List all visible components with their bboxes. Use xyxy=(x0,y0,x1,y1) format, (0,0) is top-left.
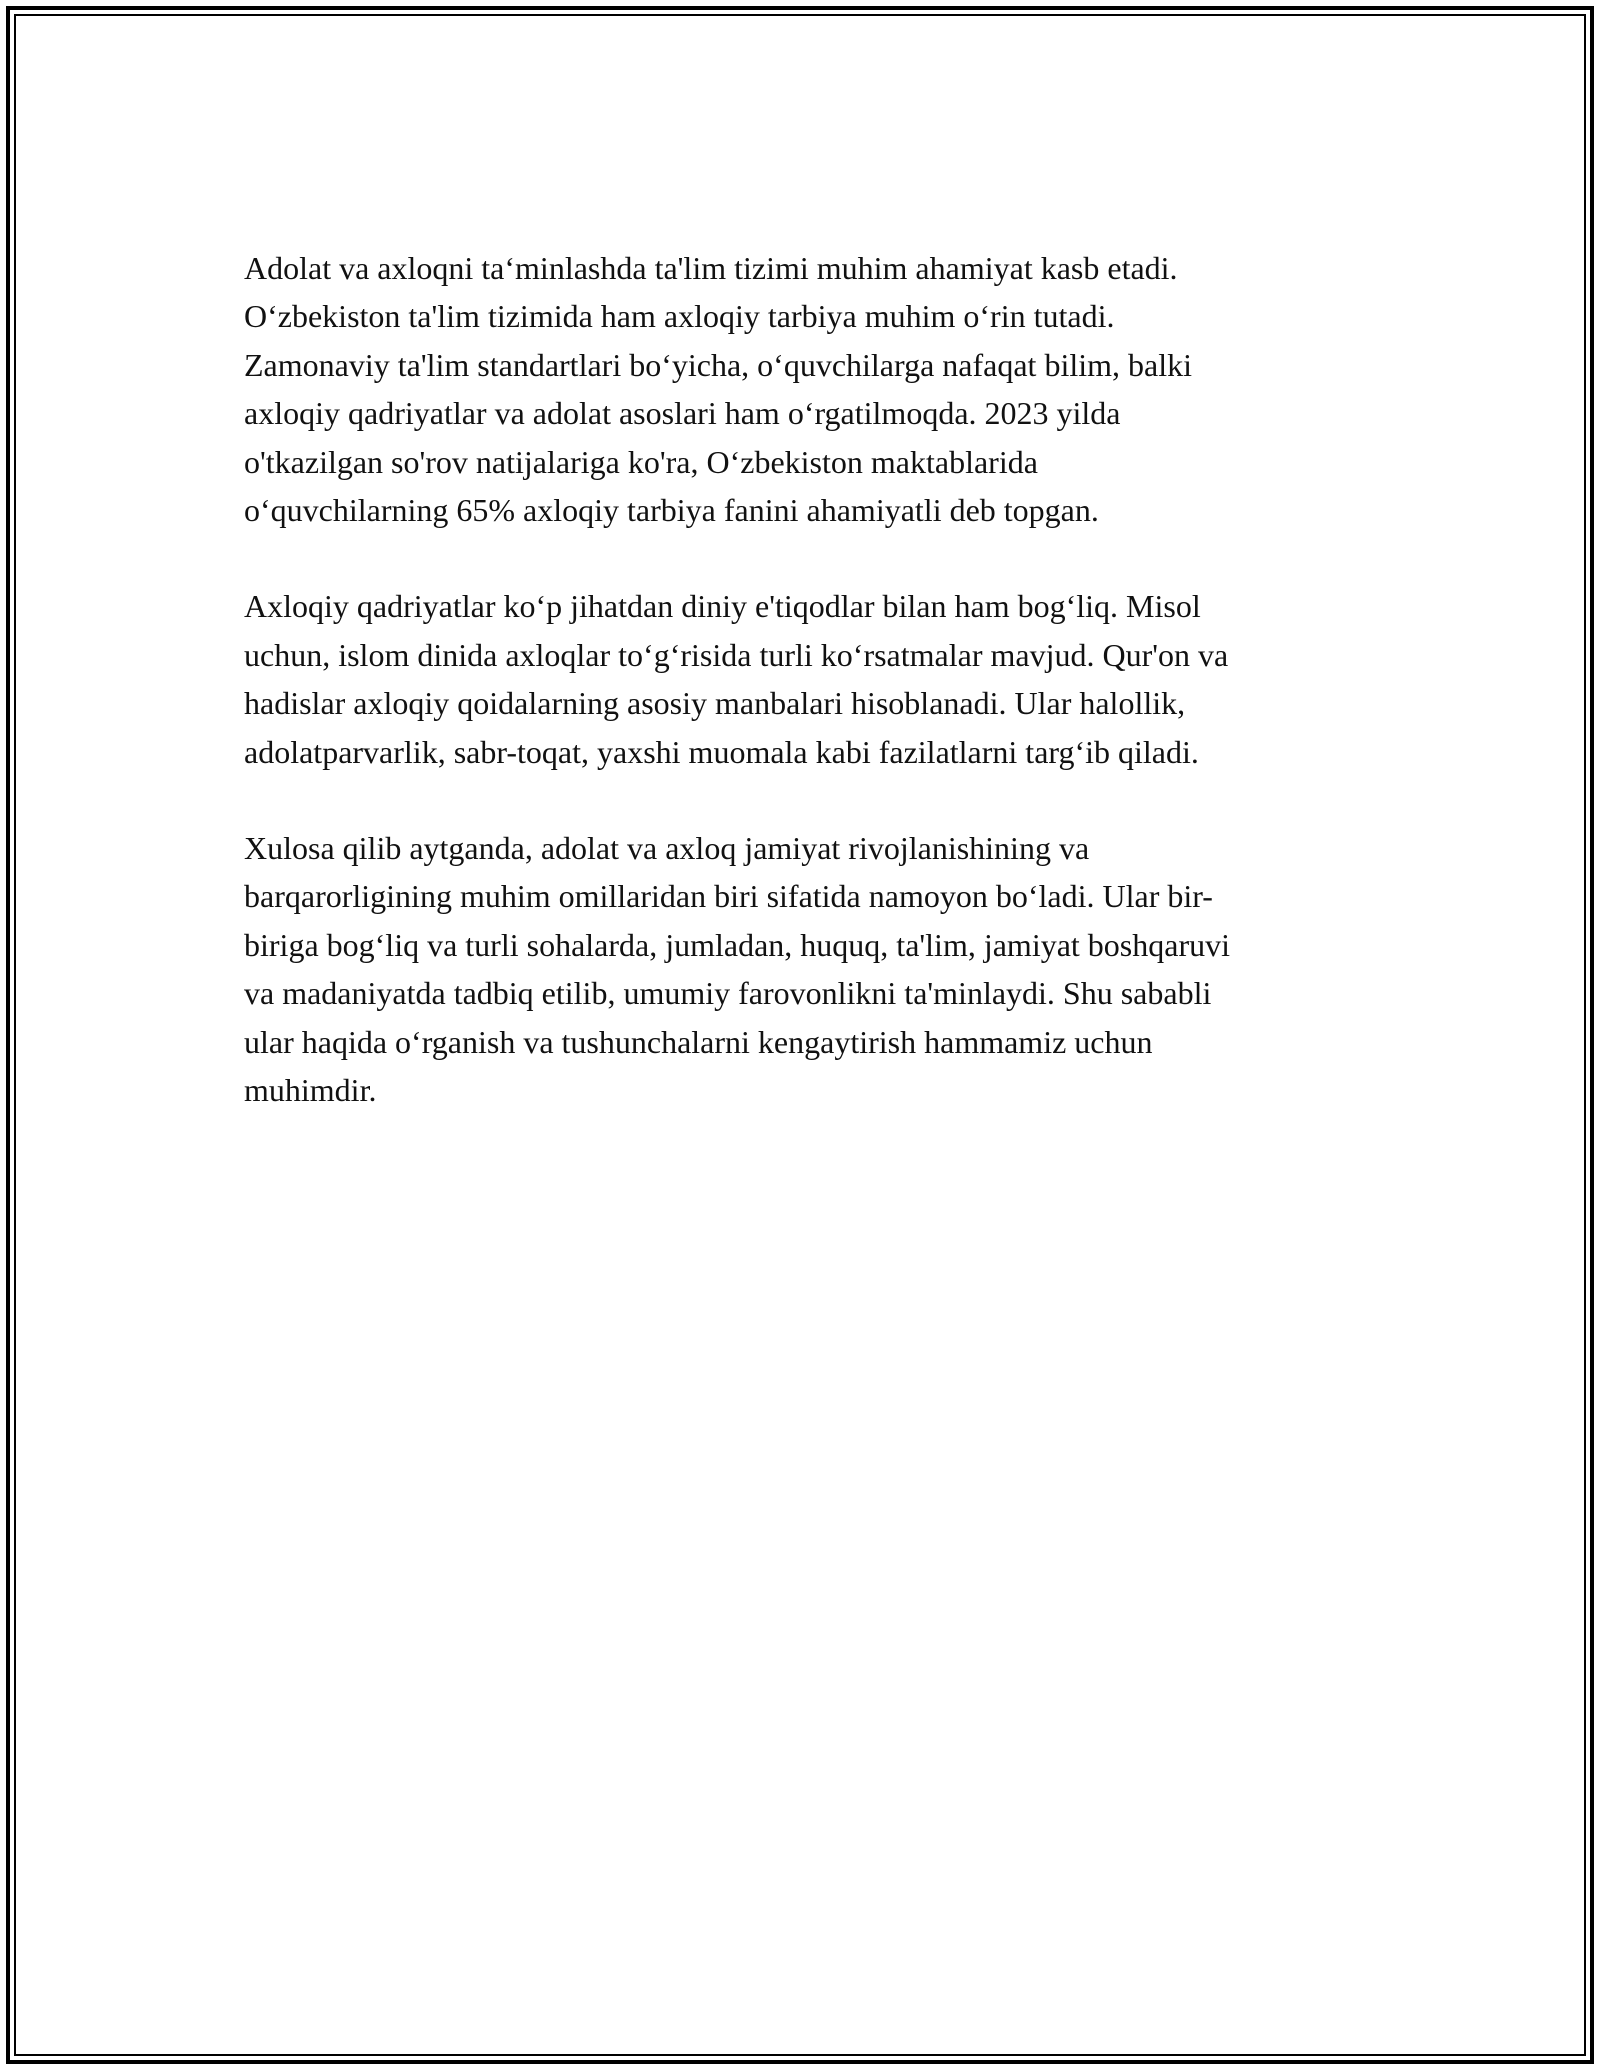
paragraph-conclusion: Xulosa qilib aytganda, adolat va axloq jamiyat rivojlanishining va barqarorligining muhim omillaridan biri sifatida namoyon bo‘ladi. Ular bir- biriga bog‘liq va turli sohalarda, jumladan, huquq, ta'lim, jamiyat boshqaruvi va madaniyatda tadbiq etilib, umumiy farovonlikni ta'minlaydi. Shu sababli ular haqida o‘rganish va tushunchalarni kengaytirish hammamiz uchun muhimdir. xyxy=(244,830,1230,1109)
paragraph-religion: Axloqiy qadriyatlar ko‘p jihatdan diniy e'tiqodlar bilan ham bog‘liq. Misol uchun, islom dinida axloqlar to‘g‘risida turli ko‘rsatmalar mavjud. Qur'on va hadislar axloqiy qoidalarning asosiy manbalari hisoblanadi. Ular halollik, adolatparvarlik, sabr-toqat, yaxshi muomala kabi fazilatlarni targ‘ib qiladi. xyxy=(244,588,1229,770)
paragraph-education: Adolat va axloqni ta‘minlashda ta'lim tizimi muhim ahamiyat kasb etadi. O‘zbekiston ta'lim tizimida ham axloqiy tarbiya muhim o‘rin tutadi. Zamonaviy ta'lim standartlari bo‘yicha, o‘quvchilarga nafaqat bilim, balki axloqiy qadriyatlar va adolat asoslari ham o‘rgatilmoqda. 2023 yilda o'tkazilgan so'rov natijalariga ko'ra, O‘zbekiston maktablarida o‘quvchilarning 65% axloqiy tarbiya fanini ahamiyatli deb topgan. xyxy=(244,250,1192,529)
page-frame xyxy=(6,6,1594,2064)
document-body xyxy=(244,244,1384,1163)
